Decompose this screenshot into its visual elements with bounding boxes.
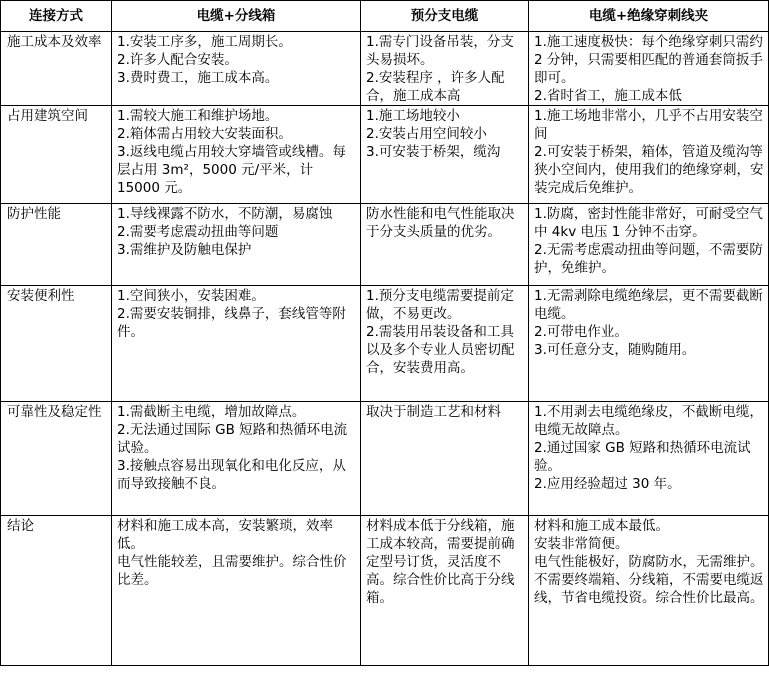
cell-line: 2.省时省工，施工成本低 — [534, 88, 682, 104]
header-cable-piercing-clamp: 电缆+绝缘穿刺线夹 — [529, 1, 769, 32]
cell-line: 1.安装工序多，施工周期长。 — [117, 34, 292, 50]
table-cell — [112, 286, 361, 402]
cell-line: 2.安装程序 ，许多人配合，施工成本高 — [366, 70, 505, 104]
cell-line: 1.需专门设备吊装，分支头易损坏。 — [366, 34, 514, 68]
table-row — [1, 106, 769, 204]
cell-line: 不需要终端箱、分线箱，不需要电缆返线，节省电缆投资。综合性价比最高。 — [534, 572, 764, 606]
cell-line: 3.可任意分支，随购随用。 — [534, 342, 696, 358]
cell-line: 2.无需考虑震动扭曲等问题，不需要防护，免维护。 — [534, 242, 763, 276]
cell-line: 1.无需剥除电缆绝缘层，更不需要截断电缆。 — [534, 288, 763, 322]
cell-line: 2.箱体需占用较大安装面积。 — [117, 126, 292, 142]
table-row — [1, 204, 769, 286]
table-cell — [529, 32, 769, 106]
table-cell — [529, 402, 769, 516]
table-cell — [529, 286, 769, 402]
cell-line: 2.通过国家 GB 短路和热循环电流试验。 — [534, 440, 751, 474]
cell-line: 2.需要考虑震动扭曲等问题 — [117, 224, 279, 240]
table-cell — [112, 32, 361, 106]
cell-line: 2.可安装于桥架，箱体，管道及缆沟等狭小空间内，使用我们的绝缘穿刺，安装完成后免维护。 — [534, 144, 764, 196]
header-connection-method: 连接方式 — [1, 1, 112, 32]
row-label: 施工成本及效率 — [1, 32, 112, 106]
cell-line: 取决于制造工艺和材料 — [366, 404, 501, 420]
cell-line: 1.施工速度极快：每个绝缘穿刺只需约 2 分钟，只需要相匹配的普通套筒扳手即可。 — [534, 34, 763, 86]
cell-line: 1.施工场地非常小，几乎不占用安装空间 — [534, 108, 763, 142]
table-cell — [361, 402, 529, 516]
cell-line: 3.需维护及防触电保护 — [117, 242, 252, 258]
row-label: 可靠性及稳定性 — [1, 402, 112, 516]
row-label: 占用建筑空间 — [1, 106, 112, 204]
table-body — [1, 32, 769, 666]
cell-line: 2.安装占用空间较小 — [366, 126, 487, 142]
cell-line: 3.接触点容易出现氧化和电化反应，从而导致接触不良。 — [117, 458, 346, 492]
cell-line: 电气性能极好，防腐防水，无需维护。 — [534, 554, 764, 570]
table-row — [1, 516, 769, 666]
header-cable-distribution-box: 电缆+分线箱 — [112, 1, 361, 32]
table-row — [1, 402, 769, 516]
table-cell — [112, 106, 361, 204]
cell-line: 1.导线裸露不防水，不防潮，易腐蚀 — [117, 206, 333, 222]
cell-line: 1.空间狭小，安装困难。 — [117, 288, 265, 304]
table-cell — [361, 204, 529, 286]
table-cell — [112, 402, 361, 516]
cell-line: 安装非常简便。 — [534, 536, 629, 552]
table-row — [1, 286, 769, 402]
cell-line: 3.返线电缆占用较大穿墙管或线槽。每层占用 3m²，5000 元/平米，计 15000 元。 — [117, 144, 346, 196]
cell-line: 2.许多人配合安装。 — [117, 52, 238, 68]
row-label: 安装便利性 — [1, 286, 112, 402]
table-cell — [361, 516, 529, 666]
cell-line: 1.需较大施工和维护场地。 — [117, 108, 279, 124]
row-label: 防护性能 — [1, 204, 112, 286]
cell-line: 2.无法通过国际 GB 短路和热循环电流试验。 — [117, 422, 348, 456]
table-cell — [361, 106, 529, 204]
cell-line: 1.施工场地较小 — [366, 108, 460, 124]
cell-line: 材料和施工成本最低。 — [534, 518, 669, 534]
cell-line: 2.需要安装铜排，线鼻子，套线管等附件。 — [117, 306, 346, 340]
header-prebranch-cable: 预分支电缆 — [361, 1, 529, 32]
table-cell — [529, 106, 769, 204]
cell-line: 材料和施工成本高，安装繁琐，效率低。 — [117, 518, 333, 552]
cell-line: 2.可带电作业。 — [534, 324, 628, 340]
table-cell — [361, 32, 529, 106]
table-cell — [361, 286, 529, 402]
cell-line: 材料成本低于分线箱，施工成本较高，需要提前确定型号订货，灵活度不高。综合性价比高于分线箱。 — [366, 518, 515, 606]
table-cell — [112, 516, 361, 666]
table-cell — [112, 204, 361, 286]
cell-line: 2.应用经验超过 30 年。 — [534, 476, 681, 492]
table-row — [1, 32, 769, 106]
cell-line: 电气性能较差，且需要维护。综合性价比差。 — [117, 554, 347, 588]
cell-line: 1.预分支电缆需要提前定做，不易更改。 — [366, 288, 514, 322]
header-row — [1, 1, 769, 32]
cell-line: 防水性能和电气性能取决于分支头质量的优劣。 — [366, 206, 515, 240]
cell-line: 1.不用剥去电缆绝缘皮，不截断电缆，电缆无故障点。 — [534, 404, 763, 438]
cell-line: 1.需截断主电缆，增加故障点。 — [117, 404, 306, 420]
cell-line: 1.防腐，密封性能非常好，可耐受空气中 4kv 电压 1 分钟不击穿。 — [534, 206, 763, 240]
table-cell — [529, 516, 769, 666]
cell-line: 2.需装用吊装设备和工具以及多个专业人员密切配合，安装费用高。 — [366, 324, 515, 376]
cell-line: 3.费时费工，施工成本高。 — [117, 70, 279, 86]
row-label: 结论 — [1, 516, 112, 666]
cell-line: 3.可安装于桥架，缆沟 — [366, 144, 501, 160]
table-cell — [529, 204, 769, 286]
